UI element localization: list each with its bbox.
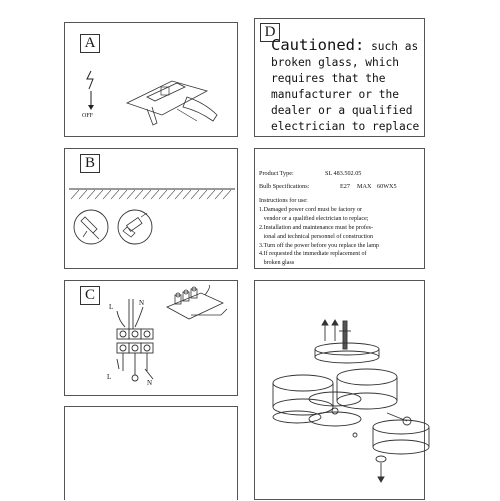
panel-a — [64, 22, 238, 137]
caution-lead: Cautioned: — [271, 36, 365, 54]
drill-detail-circle-right — [115, 207, 155, 247]
svg-text:OFF: OFF — [82, 113, 94, 119]
bulb-spec-type: E27 — [340, 183, 350, 190]
instruction-line-2: 2.Installation and maintenance must be profes- — [259, 224, 374, 231]
instruction-line-4: 3.Turn off the power before you replace the lamp — [259, 242, 379, 249]
caution-line-2: requires that the — [271, 72, 386, 85]
instructions-title: Instructions for use: — [259, 198, 308, 204]
instruction-line-0: 1.Damaged power cord must be factory or — [259, 206, 363, 213]
lamp-panel — [254, 280, 425, 500]
panel-empty — [64, 406, 238, 500]
label-n-bottom: N — [147, 379, 153, 387]
caution-text — [271, 37, 431, 135]
drill-detail-circle-left — [71, 207, 111, 247]
bulb-spec-max: MAX — [357, 183, 372, 190]
panel-c — [64, 280, 238, 396]
label-n-top: N — [139, 299, 145, 307]
bulb-spec-label: Bulb Specifications: — [259, 183, 310, 190]
panel-a-tag: A — [80, 34, 100, 53]
caution-line-3: manufacturer or the — [271, 88, 399, 101]
label-l-top: L — [109, 303, 114, 311]
ceiling-illustration — [65, 187, 239, 203]
instruction-line-1: vendor or a qualified electrician to replace; — [259, 215, 369, 222]
panel-d — [254, 18, 425, 137]
wiring-diagram — [95, 295, 195, 395]
off-label — [80, 109, 110, 121]
panel-c-tag: C — [80, 286, 100, 305]
panel-b-tag: B — [80, 154, 100, 173]
instruction-line-5: 4.If requested the immediate replacement of — [259, 251, 367, 258]
instruction-line-3: ional and technical personnel of construction — [259, 233, 374, 240]
panel-d-tag: D — [260, 23, 280, 42]
instructions-block — [259, 197, 379, 268]
caution-line-4: dealer or a qualified — [271, 104, 413, 117]
caution-line-5: electrician to replace — [271, 120, 420, 133]
product-type-value: SL 483.502.05 — [325, 170, 362, 177]
panel-b — [64, 148, 238, 269]
instruction-line-6: broken glass — [259, 260, 295, 267]
bulb-spec-power: 60WX5 — [377, 183, 397, 190]
label-l-bottom: L — [107, 373, 112, 381]
switch-illustration — [117, 63, 227, 133]
spec-panel — [254, 148, 425, 269]
caution-line-1: broken glass, which — [271, 56, 399, 69]
product-type-label: Product Type: — [259, 170, 294, 177]
caution-line-0: such as — [364, 40, 419, 53]
ceiling-lamp-exploded-view — [255, 301, 426, 501]
